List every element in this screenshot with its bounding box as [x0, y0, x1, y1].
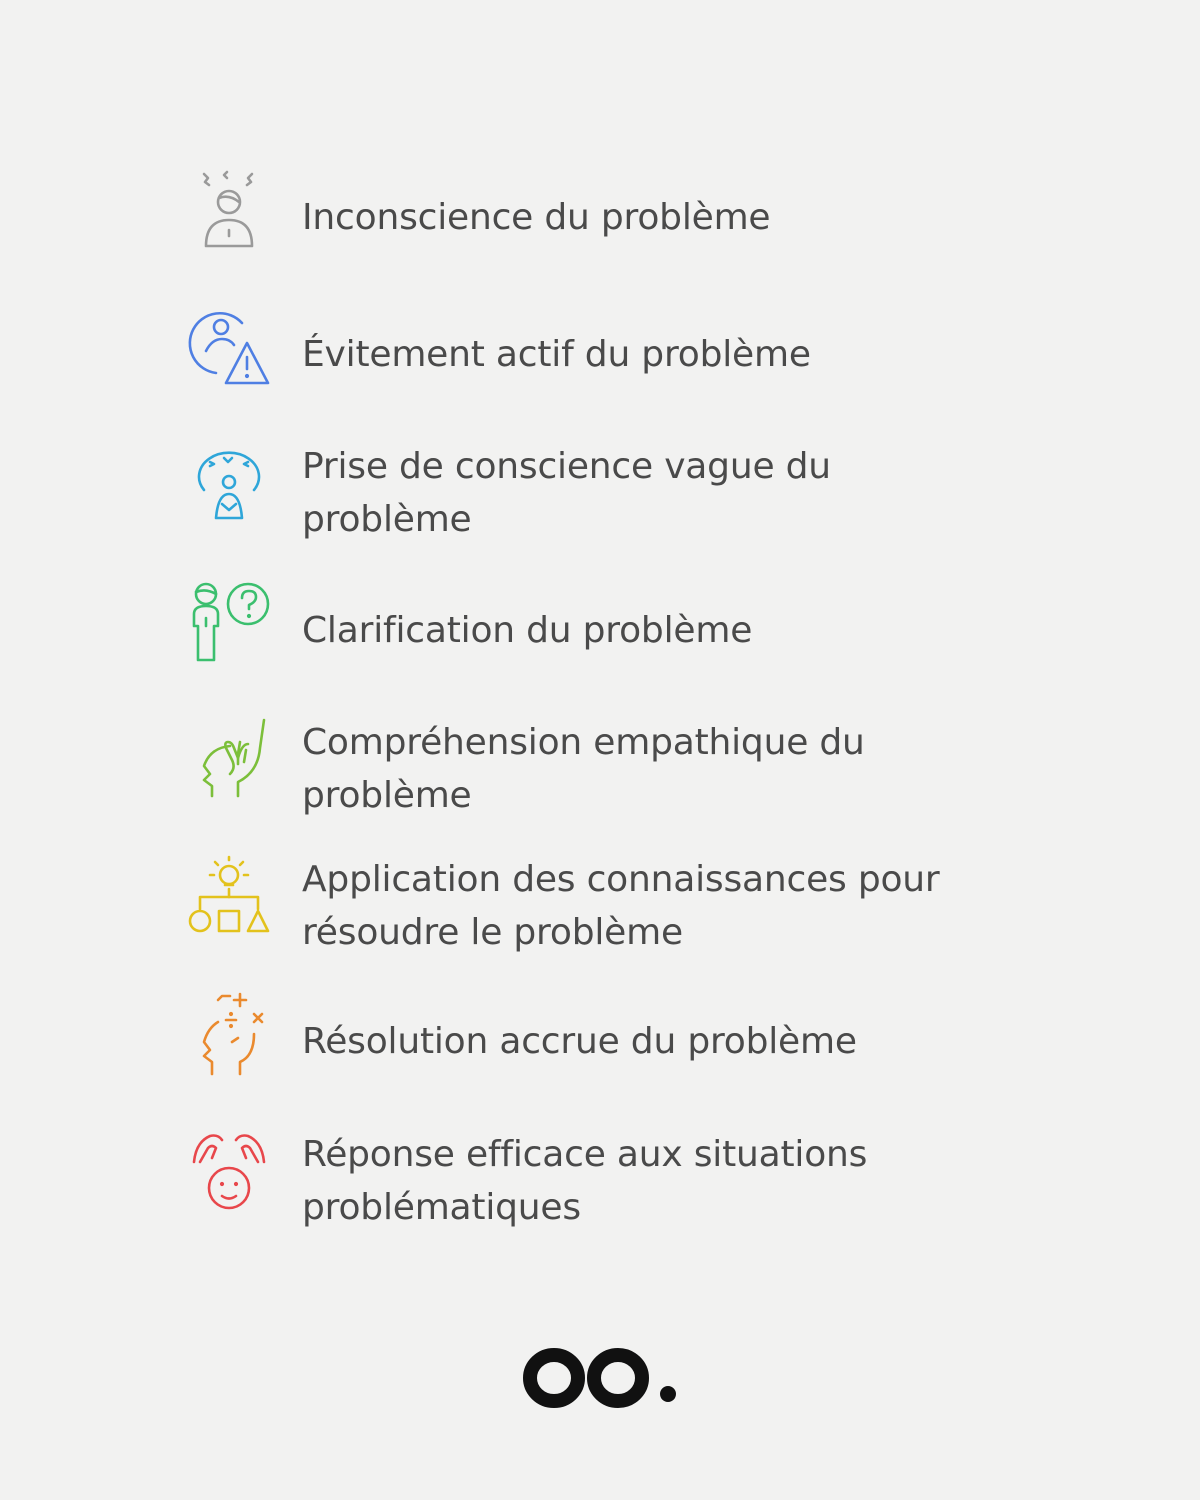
step-label: Réponse efficace aux situations problématiques: [302, 1134, 868, 1228]
person-warning-icon: [186, 303, 272, 389]
hands-caring-face-icon: [186, 1128, 272, 1214]
meditation-awareness-icon: [186, 440, 272, 526]
step-label: Inconscience du problème: [302, 197, 771, 238]
empathy-head-hand-icon: [186, 716, 272, 802]
step-label: Évitement actif du problème: [302, 334, 811, 375]
step-label: Compréhension empathique du problème: [302, 722, 865, 816]
unaware-person-icon: [186, 166, 272, 252]
oo-logo-icon: [520, 1340, 690, 1416]
person-question-icon: [186, 578, 272, 664]
step-label: Résolution accrue du problème: [302, 1021, 857, 1062]
step-label: Prise de conscience vague du problème: [302, 446, 831, 540]
step-label: Clarification du problème: [302, 610, 753, 651]
idea-shapes-icon: [186, 853, 272, 939]
step-label: Application des connaissances pour résoudre le problème: [302, 859, 940, 953]
math-head-icon: [186, 990, 272, 1076]
